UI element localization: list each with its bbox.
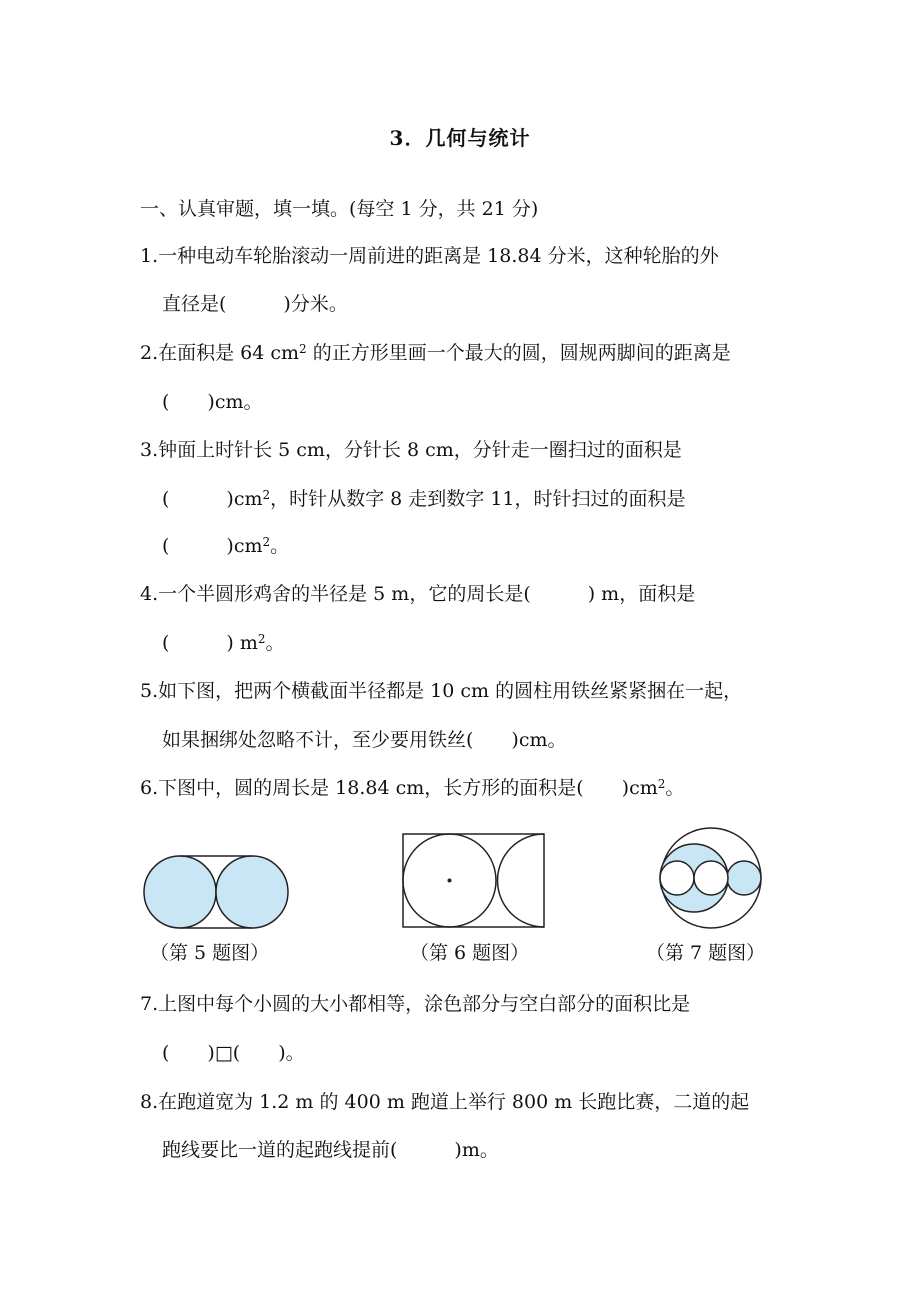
question-7-line-2: ( )□( )。 — [162, 1042, 305, 1064]
question-5-line-1: 5.如下图，把两个横截面半径都是 10 cm 的圆柱用铁丝紧紧捆在一起， — [140, 680, 743, 702]
fig6-rectangle — [403, 834, 544, 927]
page-title: 3．几何与统计 — [389, 126, 531, 150]
question-5-line-2: 如果捆绑处忽略不计，至少要用铁丝( )cm。 — [162, 729, 567, 751]
question-1-line-1: 1.一种电动车轮胎滚动一周前进的距离是 18.84 分米，这种轮胎的外 — [140, 245, 719, 267]
figure-7-caption: （第 7 题图） — [646, 942, 766, 964]
question-3-line-1: 3.钟面上时针长 5 cm，分针长 8 cm，分针走一圈扫过的面积是 — [140, 439, 682, 461]
question-7-line-1: 7.上图中每个小圆的大小都相等，涂色部分与空白部分的面积比是 — [140, 993, 691, 1015]
question-6-line-1: 6.下图中，圆的周长是 18.84 cm，长方形的面积是( )$cm^2$。 — [140, 777, 685, 799]
figure-5-caption: （第 5 题图） — [150, 942, 270, 964]
question-1-line-2: 直径是( )分米。 — [162, 293, 348, 315]
question-4-line-1: 4.一个半圆形鸡舍的半径是 5 m，它的周长是( ) m，面积是 — [140, 583, 696, 605]
fig7-small-shaded-circle — [727, 861, 761, 895]
fig7-small-white-circle-left — [660, 861, 694, 895]
fig6-center-dot — [448, 879, 452, 883]
fig5-circle-right — [216, 856, 288, 928]
fig6-half-circle — [498, 834, 545, 927]
section-heading: 一、认真审题，填一填。(每空 1 分，共 21 分) — [140, 198, 539, 220]
question-8-line-1: 8.在跑道宽为 1.2 m 的 400 m 跑道上举行 800 m 长跑比赛，二道的起 — [140, 1091, 750, 1113]
question-2-line-2: ( )cm。 — [162, 391, 263, 413]
question-8-line-2: 跑线要比一道的起跑线提前( )m。 — [162, 1139, 499, 1161]
question-2-line-1: 2.在面积是 64 $cm^2$ 的正方形里画一个最大的圆，圆规两脚间的距离是 — [140, 342, 731, 364]
question-4-line-2: ( ) $m^2$。 — [162, 632, 285, 654]
fig5-circle-left — [144, 856, 216, 928]
figure-5 — [144, 856, 288, 928]
figure-6 — [403, 834, 544, 927]
question-3-line-3: ( )$cm^2$。 — [162, 535, 290, 557]
figure-6-caption: （第 6 题图） — [410, 942, 530, 964]
question-3-line-2: ( )$cm^2$，时针从数字 8 走到数字 11，时针扫过的面积是 — [162, 488, 686, 510]
fig7-small-white-circle-right — [694, 861, 728, 895]
figure-7 — [660, 828, 761, 928]
